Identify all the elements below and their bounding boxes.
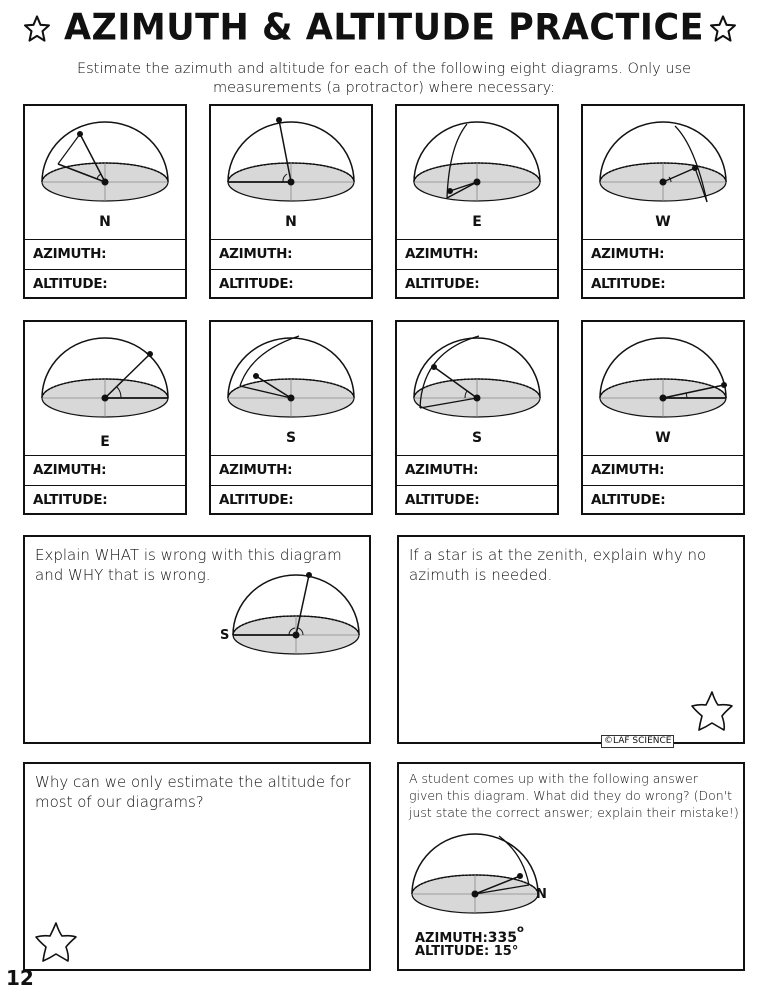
direction-label: N [285,214,297,230]
student-altitude [415,944,518,959]
question-box-estimate[interactable] [23,762,371,971]
direction-label: W [655,214,671,230]
diagram-card-4 [581,104,745,299]
diagram-card-2 [209,104,373,299]
azimuth-field[interactable]: AZIMUTH: [583,239,743,269]
instructions: Estimate the azimuth and altitude for each of the following eight diagrams. Only use measurements (a protractor) where necessary: [76,61,692,96]
diagram-card-6 [209,320,373,515]
azimuth-value: 335 [487,930,517,946]
direction-label: N [99,214,111,230]
diagram-card-5 [23,320,187,515]
page-title [0,7,768,49]
question-text: A student comes up with the following answer given this diagram. What did they do wrong? (Don't just state the correct answer; explain their mistake!) [409,771,739,820]
question-box-zenith[interactable] [397,535,745,744]
altitude-field[interactable]: ALTITUDE: [25,485,185,515]
azimuth-field[interactable]: AZIMUTH: [25,239,185,269]
question-text: Explain WHAT is wrong with this diagram and WHY that is wrong. [35,546,342,584]
question-box-wrong-diagram[interactable] [23,535,371,744]
celestial-dome-diagram [25,322,185,452]
title-text: AZIMUTH & ALTITUDE PRACTICE [63,7,705,49]
altitude-field[interactable]: ALTITUDE: [211,485,371,515]
copyright-badge: ©LAF SCIENCE [601,735,674,748]
altitude-field[interactable]: ALTITUDE: [583,269,743,299]
azimuth-field[interactable]: AZIMUTH: [211,455,371,485]
altitude-label: ALTITUDE: [415,944,490,959]
star-outline-icon [22,13,52,45]
azimuth-label: AZIMUTH: [415,931,488,946]
direction-label: E [472,214,482,230]
degree-mark: o [517,924,524,935]
altitude-field[interactable]: ALTITUDE: [397,269,557,299]
direction-label: E [100,434,110,450]
azimuth-field[interactable]: AZIMUTH: [397,455,557,485]
question-box-student-answer[interactable] [397,762,745,971]
diagram-card-7 [395,320,559,515]
direction-label: S [471,430,483,446]
star-outline-icon [708,13,738,45]
diagram-card-8 [581,320,745,515]
question-text: Why can we only estimate the altitude for most of our diagrams? [35,773,351,811]
azimuth-field[interactable]: AZIMUTH: [25,455,185,485]
direction-label: W [655,430,671,446]
azimuth-field[interactable]: AZIMUTH: [211,239,371,269]
diagram-card-3 [395,104,559,299]
celestial-dome-diagram [25,537,373,746]
star-outline-icon [689,689,735,733]
diagram-card-1 [23,104,187,299]
direction-label: N [536,887,547,902]
altitude-value: 15° [493,944,519,959]
question-text: If a star is at the zenith, explain why no azimuth is needed. [409,546,707,584]
altitude-field[interactable]: ALTITUDE: [583,485,743,515]
altitude-field[interactable]: ALTITUDE: [211,269,371,299]
azimuth-field[interactable]: AZIMUTH: [397,239,557,269]
direction-label: S [285,430,297,446]
page-number: 12 [6,966,34,990]
altitude-field[interactable]: ALTITUDE: [25,269,185,299]
altitude-field[interactable]: ALTITUDE: [397,485,557,515]
star-outline-icon [33,920,79,964]
direction-label: S [220,628,230,643]
azimuth-field[interactable]: AZIMUTH: [583,455,743,485]
student-azimuth [415,924,524,946]
